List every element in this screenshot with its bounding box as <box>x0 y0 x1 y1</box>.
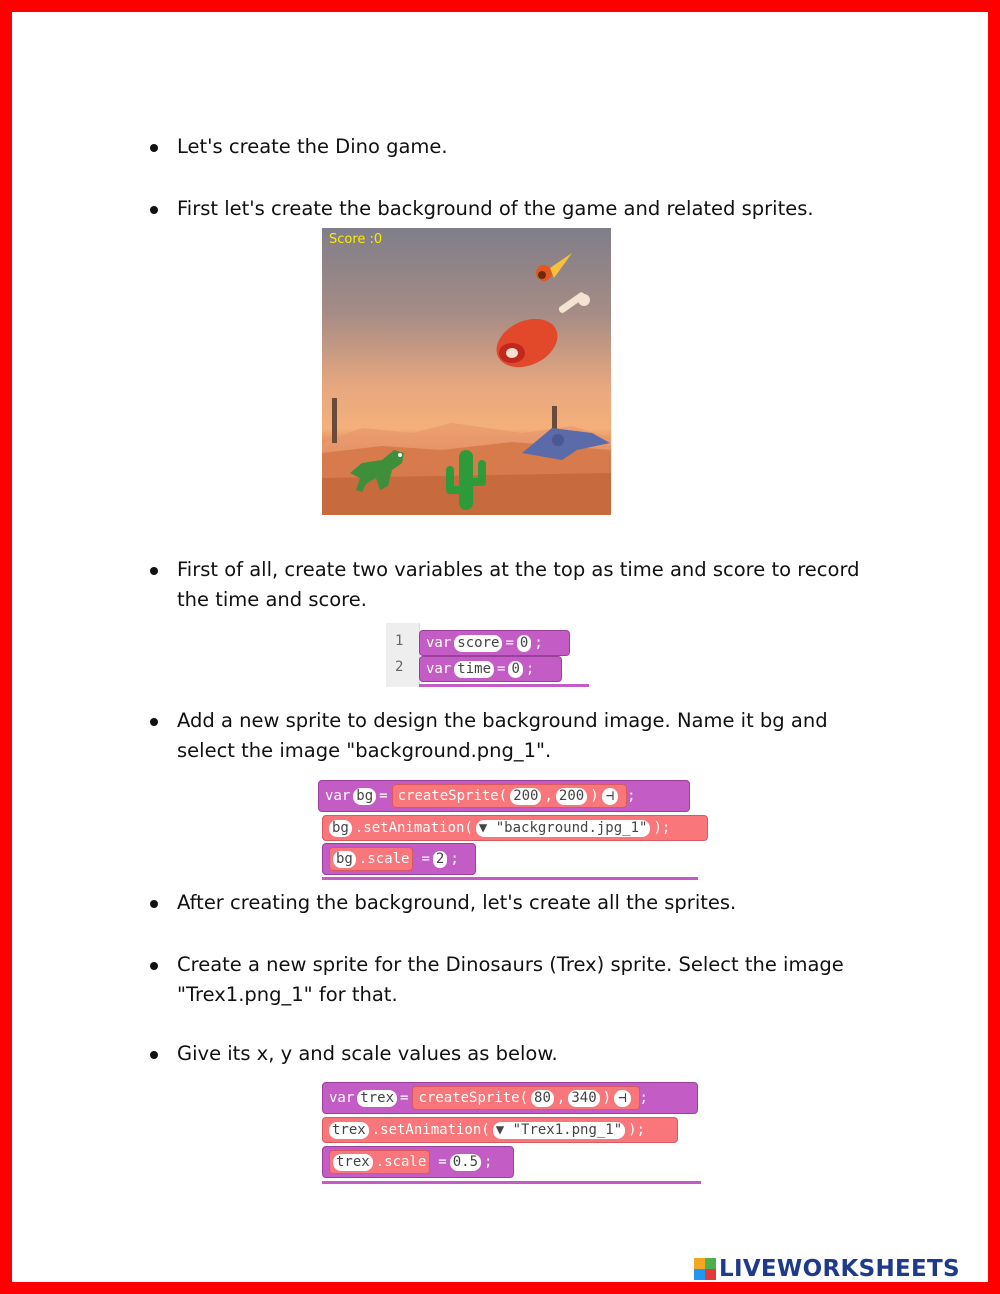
bullet-icon <box>150 718 158 726</box>
game-screenshot <box>322 228 611 515</box>
bullet-text: Give its x, y and scale values as below. <box>177 1042 558 1065</box>
animation-dropdown[interactable]: ▼ "Trex1.png_1" <box>493 1122 625 1139</box>
operator: = <box>438 1154 447 1170</box>
semicolon: ; <box>534 635 543 651</box>
arg-y-field[interactable]: 200 <box>556 788 587 805</box>
animation-dropdown[interactable]: ▼ "background.jpg_1" <box>476 820 651 837</box>
bullet-text: First let's create the background of the game and related sprites. <box>177 197 814 220</box>
object-name[interactable]: bg <box>329 820 352 837</box>
property-access[interactable] <box>329 847 413 871</box>
bullet-icon <box>150 900 158 908</box>
bullet-icon <box>150 206 158 214</box>
bullet-item <box>150 1039 870 1069</box>
bullet-item <box>150 194 870 224</box>
bullet-item <box>150 706 870 766</box>
operator: = <box>421 851 430 867</box>
bullet-text: First of all, create two variables at the top as time and score to record the time and score. <box>177 558 860 611</box>
variable-name[interactable]: time <box>454 661 494 678</box>
code-block-trex-set-animation[interactable]: trex .setAnimation ( ▼ "Trex1.png_1" ) ; <box>322 1117 678 1143</box>
create-sprite-call[interactable]: createSprite ( 80 , 340 ) ⊣ <box>412 1086 639 1110</box>
function-name: createSprite <box>418 1090 520 1106</box>
code-block-trex-scale[interactable] <box>322 1146 514 1178</box>
meteor-icon <box>536 253 572 281</box>
object-name[interactable]: trex <box>333 1154 373 1171</box>
bullet-item <box>150 888 870 918</box>
arg-x-field[interactable]: 200 <box>510 788 541 805</box>
keyword: var <box>329 1090 355 1106</box>
code-block-bg-set-animation[interactable]: bg .setAnimation ( ▼ "background.jpg_1" ) ; <box>322 815 708 841</box>
keyword: var <box>426 661 452 677</box>
code-block-var-time[interactable] <box>419 656 562 682</box>
code-block-bg-scale[interactable] <box>322 843 476 875</box>
value-field[interactable]: 0.5 <box>450 1154 481 1171</box>
bullet-item <box>150 555 870 615</box>
function-name: createSprite <box>397 788 499 804</box>
block-divider <box>419 684 589 687</box>
code-block-var-score[interactable] <box>419 630 570 656</box>
operator: = <box>497 661 506 677</box>
bullet-icon <box>150 567 158 575</box>
semicolon: ; <box>627 788 636 804</box>
animation-value: "Trex1.png_1" <box>512 1121 623 1138</box>
block-divider <box>322 877 698 880</box>
semicolon: ; <box>450 851 459 867</box>
variable-name[interactable]: trex <box>357 1090 397 1107</box>
collapse-icon[interactable]: ⊣ <box>602 788 618 805</box>
property-access[interactable] <box>329 1150 430 1174</box>
collapse-icon[interactable]: ⊣ <box>614 1090 630 1107</box>
value-field[interactable]: 0 <box>508 661 522 678</box>
animation-value: "background.jpg_1" <box>495 819 648 836</box>
line-number: 2 <box>395 659 404 675</box>
semicolon: ; <box>639 1090 648 1106</box>
bullet-item <box>150 132 870 162</box>
object-name[interactable]: bg <box>333 851 356 868</box>
meat-icon <box>489 291 590 376</box>
block-divider <box>322 1181 701 1184</box>
semicolon: ; <box>525 661 535 677</box>
semicolon: ; <box>484 1154 493 1170</box>
property-name: .scale <box>375 1154 427 1170</box>
value-field[interactable]: 0 <box>517 635 531 652</box>
property-name: .scale <box>358 851 410 867</box>
code-block-var-trex[interactable] <box>322 1082 698 1114</box>
line-number: 1 <box>395 633 404 649</box>
object-name[interactable]: trex <box>329 1122 369 1139</box>
score-label: Score :0 <box>329 232 383 247</box>
bullet-text: Let's create the Dino game. <box>177 135 448 158</box>
bullet-icon <box>150 962 158 970</box>
liveworksheets-logo[interactable] <box>694 1256 960 1282</box>
create-sprite-call[interactable]: createSprite ( 200 , 200 ) ⊣ <box>392 784 628 808</box>
variable-name[interactable]: score <box>454 635 502 652</box>
logo-mark-icon <box>694 1258 716 1280</box>
operator: = <box>505 635 514 651</box>
value-field[interactable]: 2 <box>433 851 447 868</box>
keyword: var <box>325 788 351 804</box>
semicolon: ; <box>661 820 671 836</box>
bullet-item <box>150 950 870 1010</box>
bullet-icon <box>150 1051 158 1059</box>
arg-x-field[interactable]: 80 <box>531 1090 554 1107</box>
bullet-text: Create a new sprite for the Dinosaurs (Trex) sprite. Select the image "Trex1.png_1" for that. <box>177 953 844 1006</box>
arg-y-field[interactable]: 340 <box>568 1090 599 1107</box>
bullet-text: After creating the background, let's create all the sprites. <box>177 891 737 914</box>
keyword: var <box>426 635 452 651</box>
line-number-gutter <box>386 623 420 687</box>
bullet-text: Add a new sprite to design the background image. Name it bg and select the image "background.png_1". <box>177 709 828 762</box>
bullet-icon <box>150 144 158 152</box>
code-block-var-bg[interactable] <box>318 780 690 812</box>
operator: = <box>400 1090 409 1106</box>
logo-text: LIVEWORKSHEETS <box>719 1256 960 1282</box>
operator: = <box>379 788 388 804</box>
variable-name[interactable]: bg <box>353 788 376 805</box>
game-scene-art <box>322 228 611 515</box>
method-name: .setAnimation <box>371 1122 482 1138</box>
method-name: .setAnimation <box>354 820 465 836</box>
semicolon: ; <box>636 1122 646 1138</box>
